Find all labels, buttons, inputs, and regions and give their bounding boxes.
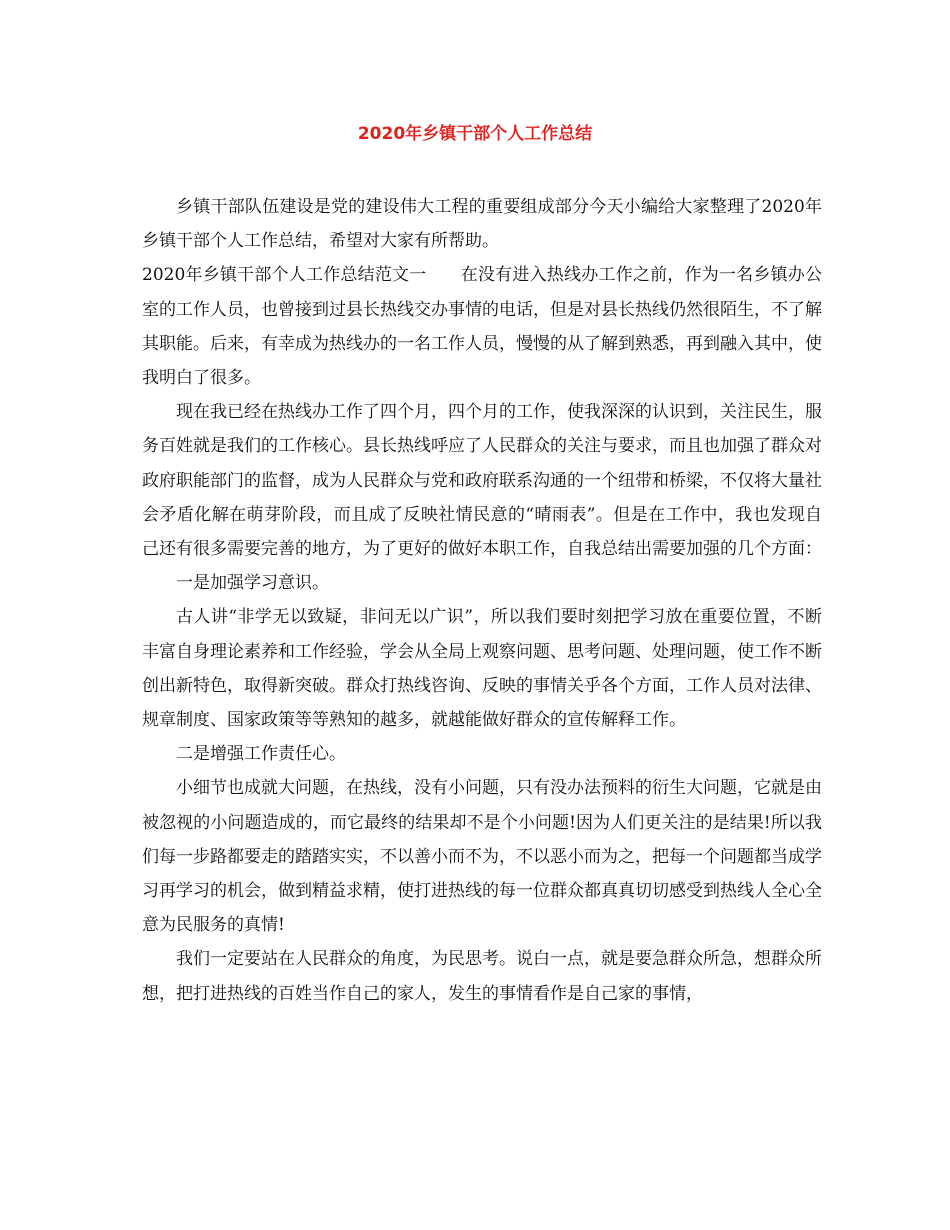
paragraph-intro: 乡镇干部队伍建设是党的建设伟大工程的重要组成部分今天小编给大家整理了2020年乡镇干部个人工作总结，希望对大家有所帮助。 bbox=[142, 197, 822, 252]
paragraph-current-work: 现在我已经在热线办工作了四个月，四个月的工作，使我深深的认识到，关注民生，服务百姓就是我们的工作核心。县长热线呼应了人民群众的关注与要求，而且也加强了群众对政府职能部门的监督，成为人民群众与党和政府联系沟通的一个纽带和桥梁，不仅将大量社会矛盾化解在萌芽阶段，而且成了反映社情民意的“晴雨表”。但是在工作中，我也发现自己还有很多需要完善的地方，为了更好的做好本职工作，自我总结出需要加强的几个方面： bbox=[142, 402, 822, 560]
example-heading: 2020年乡镇干部个人工作总结范文一 bbox=[142, 265, 427, 286]
document-body bbox=[142, 190, 822, 1011]
example-text: 在没有进入热线办工作之前，作为一名乡镇办公室的工作人员，也曾接到过县长热线交办事情的电话，但是对县长热线仍然很陌生，不了解其职能。后来，有幸成为热线办的一名工作人员，慢慢的从了解到熟悉，再到融入其中，使我明白了很多。 bbox=[142, 265, 823, 389]
document-title: 2020年乡镇干部个人工作总结 bbox=[357, 124, 593, 144]
paragraph-point-one-body: 古人讲“非学无以致疑，非问无以广识”，所以我们要时刻把学习放在重要位置，不断丰富自身理论素养和工作经验，学会从全局上观察问题、思考问题、处理问题，使工作不断创出新特色，取得新突破。群众打热线咨询、反映的事情关乎各个方面，工作人员对法律、规章制度、国家政策等等熟知的越多，就越能做好群众的宣传解释工作。 bbox=[142, 607, 822, 731]
paragraph-point-two-heading: 二是增强工作责任心。 bbox=[176, 744, 346, 765]
paragraph-people-perspective: 我们一定要站在人民群众的角度，为民思考。说白一点，就是要急群众所急，想群众所想，把打进热线的百姓当作自己的家人，发生的事情看作是自己家的事情， bbox=[142, 949, 822, 1004]
paragraph-point-one-heading: 一是加强学习意识。 bbox=[176, 573, 329, 594]
paragraph-point-two-body: 小细节也成就大问题，在热线，没有小问题，只有没办法预料的衍生大问题，它就是由被忽视的小问题造成的，而它最终的结果却不是个小问题!因为人们更关注的是结果!所以我们每一步路都要走的踏踏实实，不以善小而不为，不以恶小而为之，把每一个问题都当成学习再学习的机会，做到精益求精，使打进热线的每一位群众都真真切切感受到热线人全心全意为民服务的真情! bbox=[142, 778, 822, 936]
paragraph-example-one bbox=[142, 258, 822, 395]
